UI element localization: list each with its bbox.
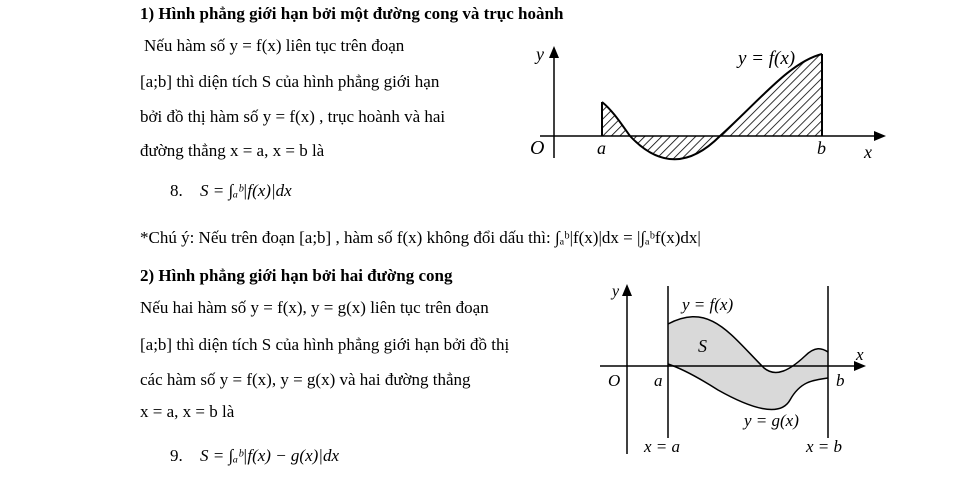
section2-paragraph-line2: [a;b] thì diện tích S của hình phẳng giới hạn bởi đồ thị	[140, 335, 510, 354]
figure2-xa-label: x = a	[644, 437, 681, 456]
section2-paragraph-line1: Nếu hai hàm số y = f(x), y = g(x) liên tục trên đoạn	[140, 298, 489, 317]
section1-heading: 1) Hình phẳng giới hạn bởi một đường cong và trục hoành	[140, 4, 564, 23]
figure2-g-label: y = g(x)	[744, 411, 799, 430]
figure1-origin-label: O	[530, 137, 545, 159]
section1-note: *Chú ý: Nếu trên đoạn [a;b] , hàm số f(x) không đổi dấu thì: ∫ₐᵇ|f(x)|dx = |∫ₐᵇf(x)dx|	[140, 228, 701, 247]
section2-paragraph-line3: các hàm số y = f(x), y = g(x) và hai đường thẳng	[140, 370, 471, 389]
figure2-origin-label: O	[608, 371, 621, 390]
formula-8: S = ∫ₐᵇ|f(x)|dx	[200, 181, 292, 200]
figure1-x-label: x	[864, 142, 872, 162]
figure1-a-label: a	[597, 138, 606, 158]
section1-paragraph-line4: đường thẳng x = a, x = b là	[140, 141, 325, 160]
section1-paragraph-line3: bởi đồ thị hàm số y = f(x) , trục hoành và hai	[140, 107, 446, 126]
figure2-a-label: a	[654, 371, 663, 390]
figure1-x-arrow	[874, 131, 886, 141]
figure1-graph	[520, 40, 890, 170]
figure1-y-label: y	[536, 44, 544, 64]
section2-heading: 2) Hình phẳng giới hạn bởi hai đường cong	[140, 266, 453, 285]
formula-8-number: 8.	[170, 181, 183, 200]
figure1-y-arrow	[549, 46, 559, 58]
figure2-area-label: S	[698, 336, 707, 356]
figure2-y-arrow	[622, 284, 632, 296]
section1-paragraph-line2: [a;b] thì diện tích S của hình phẳng giới hạn	[140, 72, 440, 91]
formula-9-number: 9.	[170, 446, 183, 465]
figure2-x-label: x	[856, 345, 864, 364]
figure2-area-s	[668, 317, 828, 410]
figure2-f-label: y = f(x)	[682, 295, 734, 314]
figure2-xb-label: x = b	[806, 437, 843, 456]
figure2-graph	[600, 278, 880, 468]
section1-paragraph-line1: Nếu hàm số y = f(x) liên tục trên đoạn	[144, 36, 405, 55]
figure1-curve-label: y = f(x)	[738, 48, 796, 69]
formula-9: S = ∫ₐᵇ|f(x) − g(x)|dx	[200, 446, 339, 465]
figure2-b-label: b	[836, 371, 845, 390]
figure1-b-label: b	[817, 138, 826, 158]
figure2-y-label: y	[612, 283, 620, 300]
section2-paragraph-line4: x = a, x = b là	[140, 402, 235, 421]
